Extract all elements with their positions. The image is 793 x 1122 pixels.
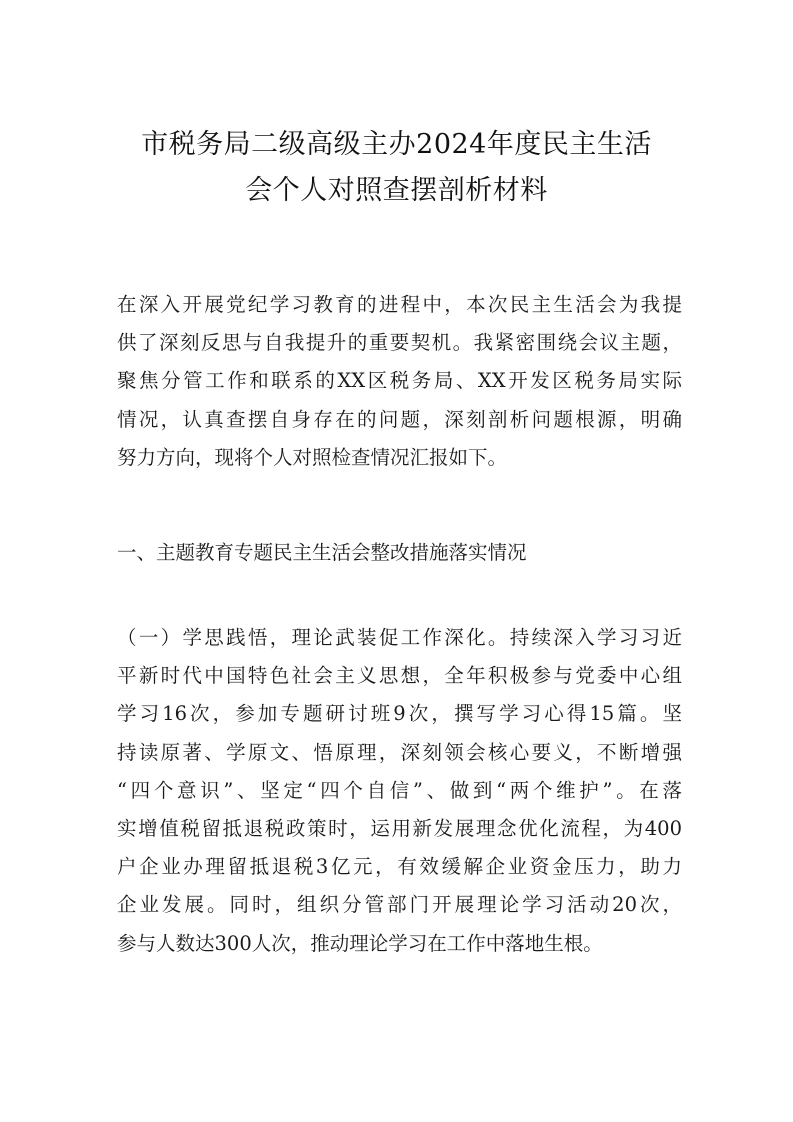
title-line: 市税务局二级高级主办2024年度民主生活 — [141, 129, 652, 160]
section-paragraph — [117, 619, 682, 963]
paragraph-line: 持读原著、学原文、悟原理，深刻领会核心要义，不断增强 — [117, 740, 682, 764]
section-heading-text: 一、主题教育专题民主生活会整改措施落实情况 — [117, 541, 527, 564]
paragraph-line: 聚焦分管工作和联系的XX区税务局、XX开发区税务局实际 — [117, 369, 682, 393]
title-line: 会个人对照查摆剖析材料 — [245, 175, 548, 206]
paragraph-line: 供了深刻反思与自我提升的重要契机。我紧密围绕会议主题， — [117, 331, 682, 355]
paragraph-line: （一）学思践悟，理论武装促工作深化。持续深入学习习近 — [117, 626, 682, 649]
paragraph-line: 参与人数达300人次，推动理论学习在工作中落地生根。 — [117, 931, 603, 955]
paragraph-line: 实增值税留抵退税政策时，运用新发展理念优化流程，为400 — [117, 816, 682, 840]
paragraph-line: “四个意识”、坚定“四个自信”、做到“两个维护”。在落 — [117, 778, 682, 802]
paragraph-line: 户企业办理留抵退税3亿元，有效缓解企业资金压力，助力 — [117, 855, 682, 879]
paragraph-line: 学习16次，参加专题研讨班9次，撰写学习心得15篇。坚 — [117, 702, 682, 726]
paragraph-line: 情况，认真查摆自身存在的问题，深刻剖析问题根源，明确 — [117, 407, 682, 431]
section-heading — [117, 534, 682, 572]
paragraph-line: 平新时代中国特色社会主义思想，全年积极参与党委中心组 — [117, 664, 682, 688]
paragraph-line: 企业发展。同时，组织分管部门开展理论学习活动20次， — [117, 893, 682, 917]
intro-paragraph — [117, 286, 682, 477]
paragraph-line: 努力方向，现将个人对照检查情况汇报如下。 — [117, 445, 508, 469]
document-title — [100, 122, 693, 214]
paragraph-line: 在深入开展党纪学习教育的进程中，本次民主生活会为我提 — [117, 293, 682, 316]
